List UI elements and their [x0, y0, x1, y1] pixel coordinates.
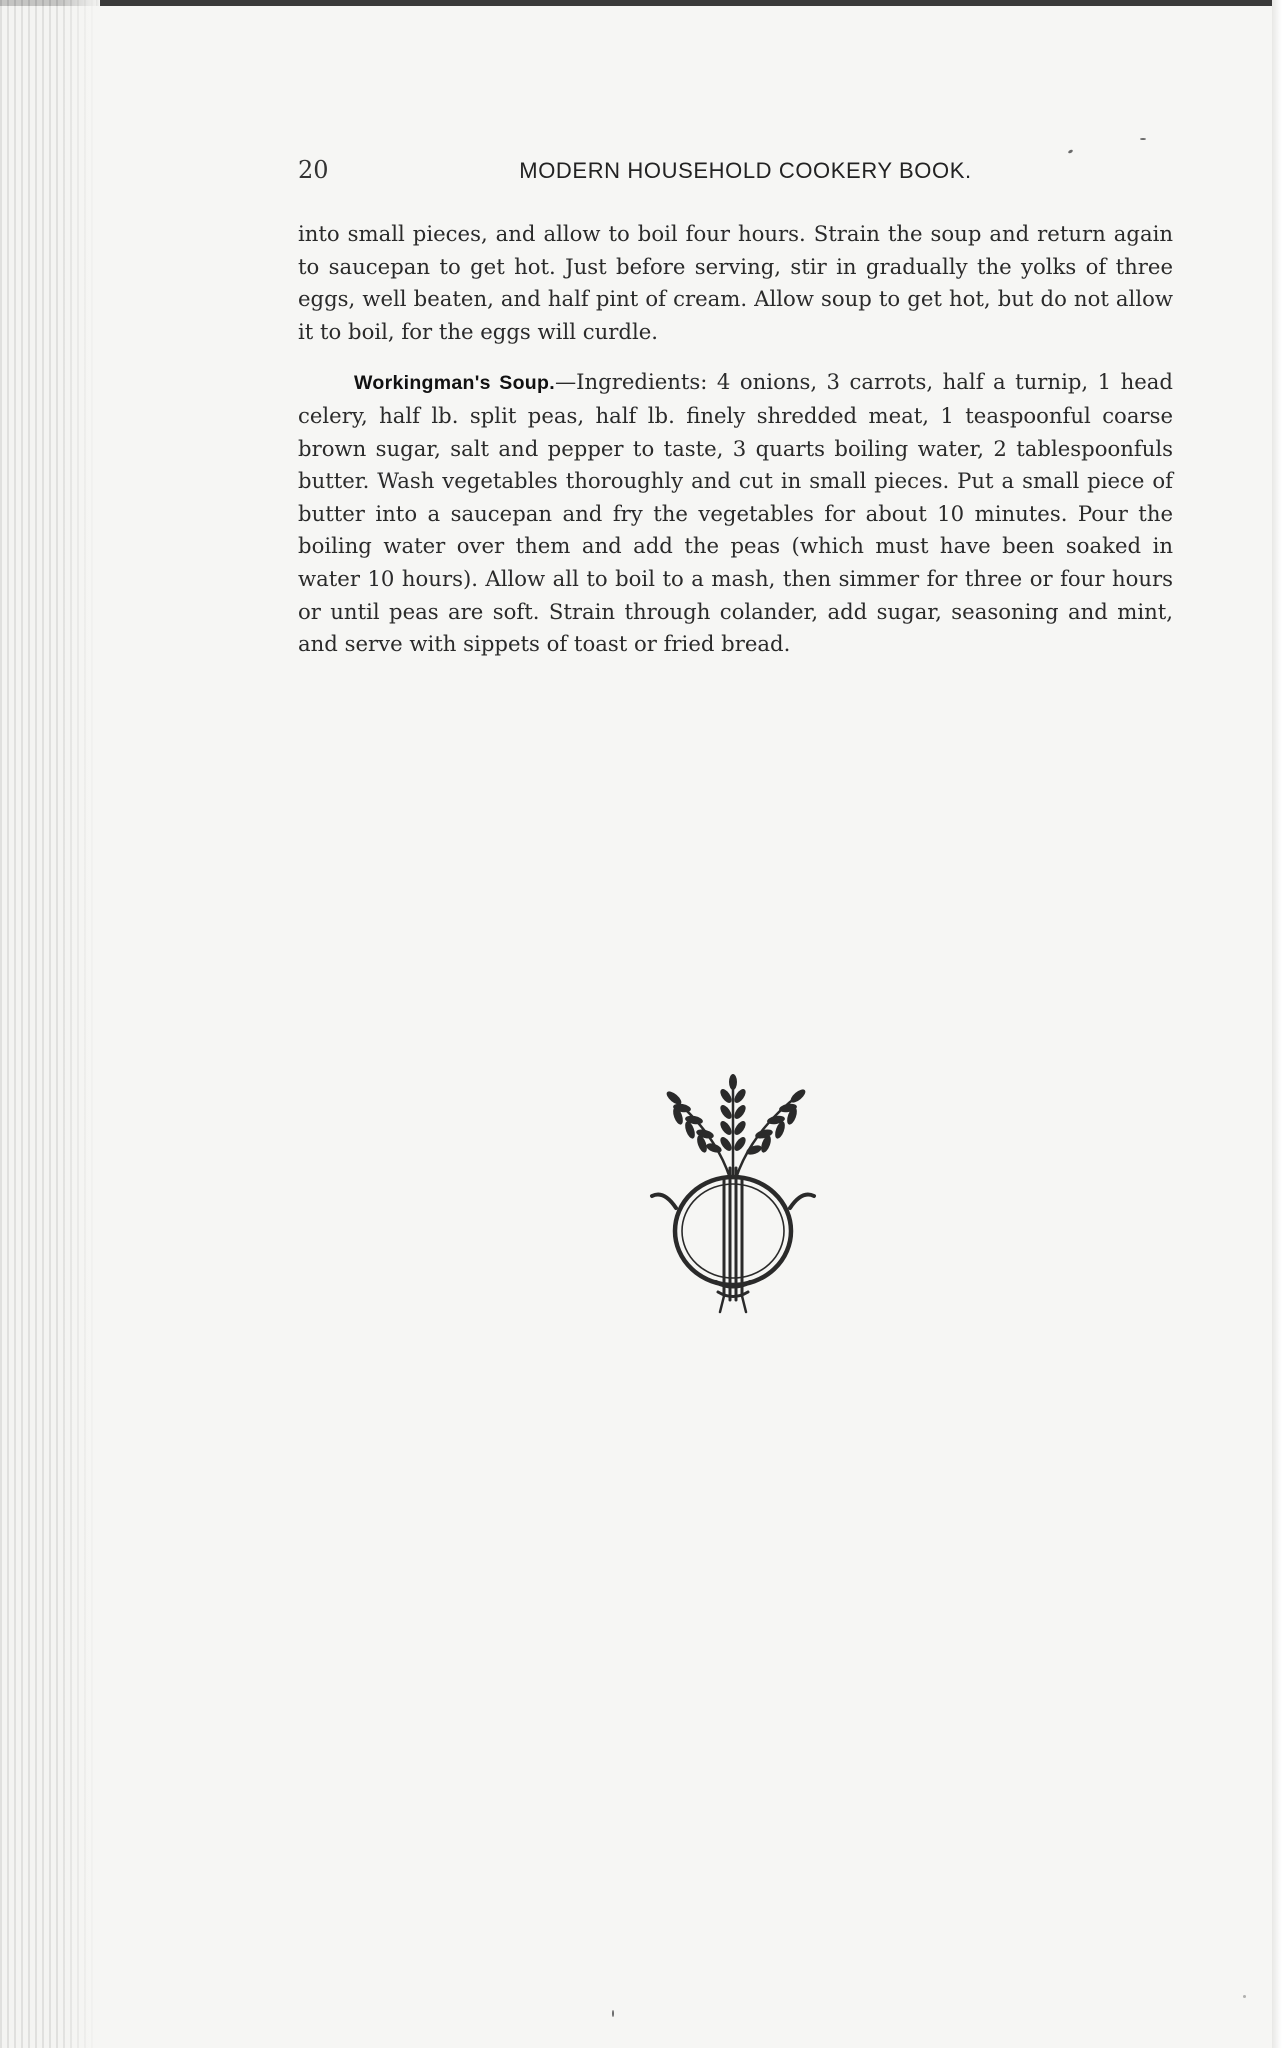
page-content: [298, 150, 1173, 661]
page-right-edge: [1272, 0, 1288, 2048]
scan-speck: [1243, 1995, 1246, 1998]
page-header: [298, 150, 1173, 190]
continuation-paragraph: into small pieces, and allow to boil four hours. Strain the soup and return again to saucepan to get hot. Just before serving, stir in gradually the yolks of three eggs, well beaten, and half pint of cream. Allow soup to get hot, but do not allow it to boil, for the eggs will curdle.: [298, 221, 1173, 344]
scan-speck: [1140, 138, 1146, 140]
page-number: 20: [298, 156, 329, 184]
recipe-title: Workingman's Soup.: [354, 372, 555, 395]
recipe-paragraph: [298, 366, 1173, 660]
running-head: MODERN HOUSEHOLD COOKERY BOOK.: [519, 158, 972, 183]
scan-speck: [612, 2010, 614, 2017]
page-top-edge: [0, 0, 1288, 6]
recipe-body: —Ingredients: 4 onions, 3 carrots, half a turnip, 1 head celery, half lb. split peas, half lb. finely shredded meat, 1 teaspoonful coarse brown sugar, salt and pepper to taste, 3 quarts boiling water, 2 tablespoonfuls butter. Wash vegetables thoroughly and cut in small pieces. Put a small piece of butter into a saucepan and fry the vegetables for about 10 minutes. Pour the boiling water over them and add the peas (which must have been soaked in water 10 hours). Allow all to boil to a mash, then simmer for three or four hours or until peas are soft. Strain through colander, add sugar, seasoning and mint, and serve with sippets of toast or fried bread.: [298, 369, 1173, 657]
wheat-sheaf-ring-icon: [640, 1068, 830, 1318]
spine-shadow: [60, 0, 100, 2048]
